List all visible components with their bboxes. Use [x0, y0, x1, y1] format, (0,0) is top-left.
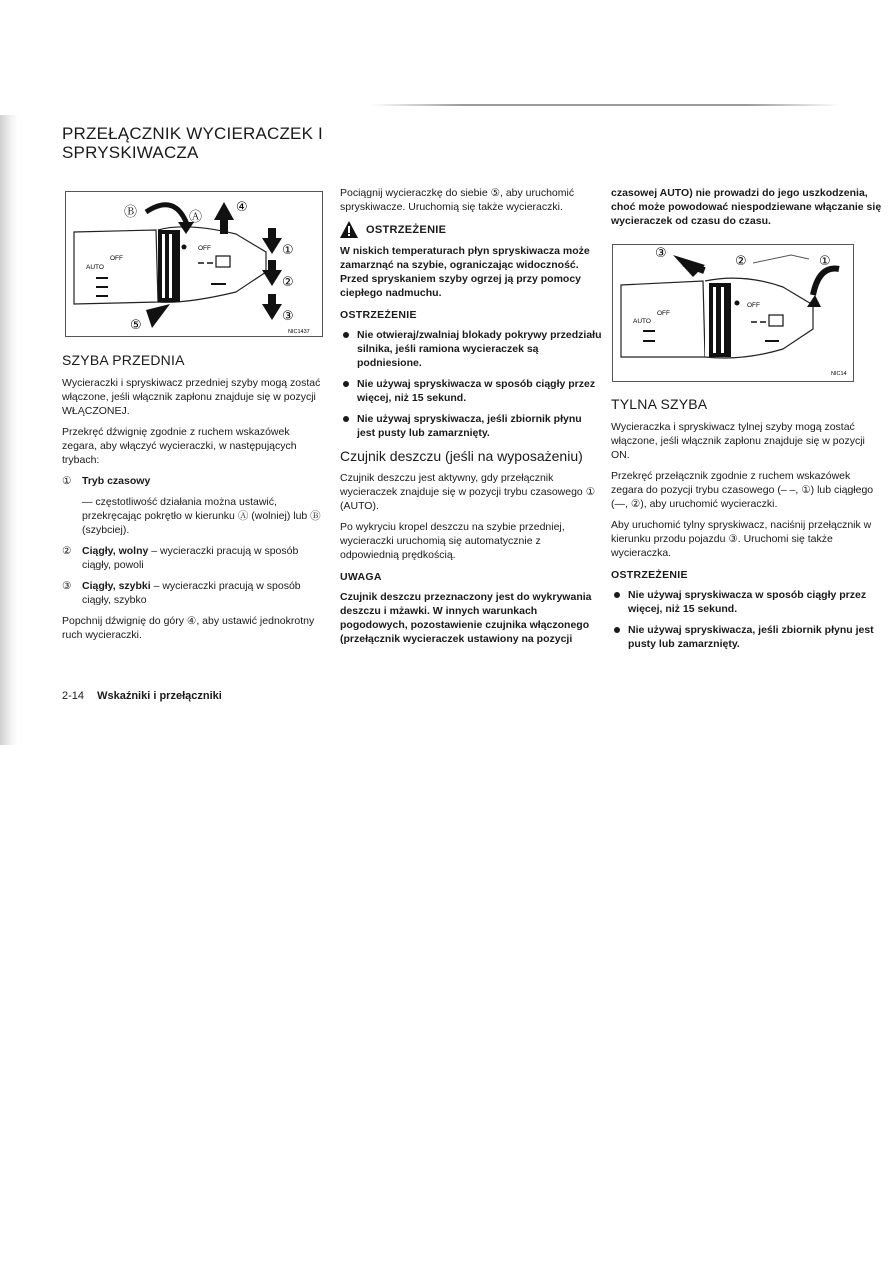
front-intro: Wycieraczki i spryskiwacz przedniej szyby mogą zostać włączone, jeśli włącznik zapłonu znajduje się w pozycji WŁĄCZONEJ. — [62, 377, 321, 417]
mode-2-title: Ciągły, wolny — [82, 545, 149, 557]
rear-wiper-diagram — [613, 245, 853, 381]
title-line-2: SPRYSKIWACZA — [62, 143, 199, 162]
caution-item: Nie używaj spryskiwacza, jeśli zbiornik płynu jest pusty lub zamarznięty. — [611, 623, 877, 651]
mode-3-title: Ciągły, szybki — [82, 580, 151, 592]
figure-code: NIC1437 — [288, 329, 310, 335]
page-title — [62, 124, 324, 162]
label-b: Ⓑ — [124, 205, 138, 220]
rain-sensor-heading: Czujnik deszczu (jeśli na wyposażeniu) — [340, 448, 583, 464]
warning-label: OSTRZEŻENIE — [366, 223, 447, 236]
caution-list — [340, 328, 602, 440]
mode-1-title: Tryb czasowy — [82, 475, 151, 487]
rear-window-heading: TYLNA SZYBA — [611, 396, 708, 412]
left-column — [62, 124, 324, 162]
rear-caution-list — [611, 588, 877, 651]
footer-title: Wskaźniki i przełączniki — [97, 690, 222, 702]
mode-2-number: ② — [62, 545, 72, 557]
note-label: UWAGA — [340, 571, 382, 583]
mode-1-detail: — częstotliwość działania można ustawić, przekręcając pokrętło w kierunku Ⓐ (wolniej) lub Ⓑ (szybciej). — [82, 496, 321, 536]
caution-item: Nie otwieraj/zwalniaj blokady pokrywy przedziału silnika, jeśli ramiona wycieraczek są podniesione. — [340, 328, 602, 370]
rear-wiper-figure — [612, 244, 854, 382]
caution-label: OSTRZEŻENIE — [340, 309, 417, 321]
mode-2-desc: – wycieraczki pracują w sposób ciągły, powoli — [82, 545, 299, 571]
rain-sensor-text-2: Po wykryciu kropel deszczu na szybie przedniej, wycieraczki uruchomią się automatycznie z odpowiednią prędkością. — [340, 521, 565, 561]
wiper-lever-diagram — [66, 192, 322, 336]
label-3: ③ — [282, 309, 294, 324]
indicator-dot — [182, 245, 187, 250]
label-a: Ⓐ — [189, 210, 203, 225]
washer-text: Pociągnij wycieraczkę do siebie ⑤, aby uruchomić spryskiwacze. Uruchomią się także wycieraczki. — [340, 187, 575, 213]
rear-instructions: Przekręć przełącznik zgodnie z ruchem wskazówek zegara do pozycji trybu czasowego (– –, ①) lub ciągłego (—, ②), aby uruchomić wycieraczki. — [611, 470, 874, 510]
binding-shadow — [0, 115, 18, 745]
rain-sensor-text-1: Czujnik deszczu jest aktywny, gdy przełącznik wycieraczek znajduje się w pozycji trybu czasowego ① (AUTO). — [340, 472, 596, 512]
wiper-switch-figure — [65, 191, 323, 337]
label-1: ① — [282, 243, 294, 258]
label-4: ④ — [236, 200, 248, 215]
mode-3-desc: – wycieraczki pracują w sposób ciągły, szybko — [82, 580, 301, 606]
front-window-heading: SZYBA PRZEDNIA — [62, 352, 185, 368]
warning-header — [340, 221, 602, 238]
top-rule — [370, 104, 840, 106]
front-instructions: Przekręć dźwignię zgodnie z ruchem wskazówek zegara, aby włączyć wycieraczki, w następujących trybach: — [62, 426, 297, 466]
page-number: 2-14 — [62, 690, 85, 702]
middle-column — [340, 186, 602, 653]
lever-auto-text: AUTO — [633, 318, 651, 325]
mode-item-3 — [62, 579, 324, 607]
indicator-dot — [735, 301, 740, 306]
note-continuation: czasowej AUTO) nie prowadzi do jego uszkodzenia, choć może powodować niespodziewane włączanie się wycieraczek od czasu do czasu. — [611, 187, 882, 227]
warning-icon — [340, 221, 358, 238]
left-column-body — [62, 352, 324, 649]
rear-caution-label: OSTRZEŻENIE — [611, 569, 688, 581]
rear-washer-text: Aby uruchomić tylny spryskiwacz, naciśnij przełącznik w kierunku przodu pojazdu ③. Uruchomi się także wycieraczka. — [611, 519, 872, 559]
caution-item: Nie używaj spryskiwacza w sposób ciągły przez więcej, niż 15 sekund. — [611, 588, 877, 616]
right-column — [611, 186, 893, 228]
mode-item-1 — [62, 474, 324, 488]
mode-3-text — [82, 579, 324, 607]
caution-item: Nie używaj spryskiwacza, jeśli zbiornik płynu jest pusty lub zamarznięty. — [340, 412, 602, 440]
page-footer — [62, 690, 222, 702]
title-line-1: PRZEŁĄCZNIK WYCIERACZEK I — [62, 124, 323, 143]
switch-off-text: OFF — [198, 245, 211, 252]
figure-code: NIC14 — [831, 371, 847, 377]
lever-off-text: OFF — [657, 310, 670, 317]
mode-2-text — [82, 544, 324, 572]
rear-intro: Wycieraczka i spryskiwacz tylnej szyby mogą zostać włączone, jeśli włącznik zapłonu znajduje się w pozycji ON. — [611, 421, 865, 461]
label-1: ① — [819, 254, 831, 269]
mode-3-number: ③ — [62, 580, 72, 592]
mode-item-2 — [62, 544, 324, 572]
mode-1-number: ① — [62, 475, 72, 487]
right-column-body — [611, 396, 877, 658]
note-text: Czujnik deszczu przeznaczony jest do wykrywania deszczu i mżawki. W innych warunkach pogodowych, pozostawienie czujnika włączonego (przełącznik wycieraczek ustawiony na pozycji — [340, 591, 592, 645]
label-2: ② — [282, 275, 294, 290]
label-3: ③ — [655, 246, 667, 261]
lever-off-text: OFF — [110, 255, 123, 262]
label-5: ⑤ — [130, 318, 142, 333]
single-wipe-text: Popchnij dźwignię do góry ④, aby ustawić jednokrotny ruch wycieraczki. — [62, 615, 315, 641]
switch-off-text: OFF — [747, 302, 760, 309]
warning-text: W niskich temperaturach płyn spryskiwacza może zamarznąć na szybie, ograniczając widoczność. Przed spryskaniem szyby ogrzej ją przy pomocy ciepłego nadmuchu. — [340, 245, 590, 299]
label-2: ② — [735, 254, 747, 269]
caution-item: Nie używaj spryskiwacza w sposób ciągły przez więcej, niż 15 sekund. — [340, 377, 602, 405]
lever-auto-text: AUTO — [86, 264, 104, 271]
